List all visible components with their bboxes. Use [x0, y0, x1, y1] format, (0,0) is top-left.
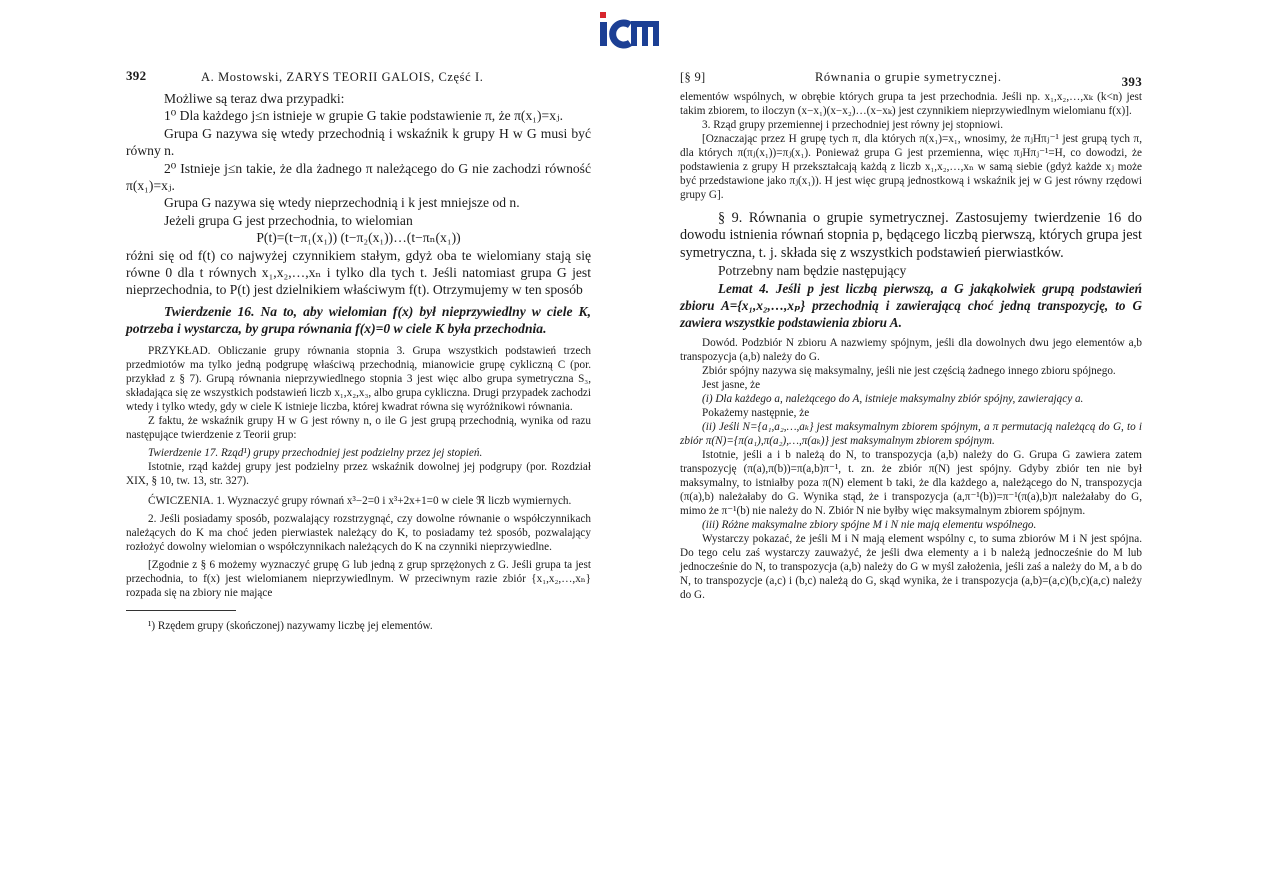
exercise-3: 3. Rząd grupy przemiennej i przechodniej jest równy jej stopniowi. — [702, 119, 1004, 131]
paragraph: Zbiór spójny nazywa się maksymalny, jeśli nie jest częścią żadnego innego zbioru spójnego. — [702, 364, 1116, 377]
paragraph: Jest jasne, że — [702, 378, 761, 391]
theorem-16: Twierdzenie 16. Na to, aby wielomian f(x) był nieprzywiedlny w ciele K, potrzeba i wystarcza, by grupa równania f(x)=0 w ciele K była przechodnia. — [126, 303, 591, 337]
paragraph: różni się od f(t) co najwyżej czynnikiem stałym, gdyż oba te wielomiany stają się równe 0 dla t równych x₁,x₂,…,xₙ i tylko dla tych t. Jeśli natomiast grupa G jest nieprzechodnia, to P(t) jest dzielnikiem właściwym f(t). Otrzymujemy w ten sposób — [126, 247, 591, 298]
section-mark: [§ 9] — [680, 70, 706, 84]
paragraph: 1⁰ Dla każdego j≤n istnieje w grupie G takie podstawienie π, że π(x₁)=xⱼ. — [164, 108, 563, 124]
right-page-number: 393 — [1121, 74, 1142, 89]
paragraph: Istotnie, rząd każdej grupy jest podzielny przez wskaźnik dowolnej jej podgrupy (por. Rozdział XIX, § 10, tw. 13, str. 327). — [126, 460, 591, 487]
right-running-head: Równania o grupie symetrycznej. — [815, 70, 1002, 84]
paragraph: 2. Jeśli posiadamy sposób, pozwalający rozstrzygnąć, czy dowolne równanie o współczynnikach należących do K ma choć jeden pierwiastek należący do K, to posiadamy też sposób, pozwalający rozłożyć dowolny wielomian o współczynnikach należących do K na czynniki nieprzywiedlne. — [126, 512, 591, 553]
paragraph: Grupa G nazywa się wtedy przechodnią i wskaźnik k grupy H w G musi być równy n. — [126, 125, 591, 159]
paragraph: Pokażemy następnie, że — [702, 406, 810, 419]
paragraph: 2⁰ Istnieje j≤n takie, że dla żadnego π należącego do G nie zachodzi równość π(x₁)=xⱼ. — [126, 160, 591, 194]
section-heading-paragraph: § 9. Równania o grupie symetrycznej. Zastosujemy twierdzenie 16 do dowodu istnienia równań stopnia p, będącego liczbą pierwszą, których grupa jest symetryczna, t. j. składa się z wszystkich podstawień pierwiastków. — [680, 210, 1142, 261]
claim-i: (i) Dla każdego a, należącego do A, istnieje maksymalny zbiór spójny, zawierający a. — [702, 392, 1084, 405]
paragraph: Grupa G nazywa się wtedy nieprzechodnią i k jest mniejsze od n. — [164, 195, 520, 211]
right-running-header — [680, 64, 1142, 90]
claim-iii: (iii) Różne maksymalne zbiory spójne M i N nie mają elementu wspólnego. — [702, 518, 1037, 531]
left-page — [126, 64, 591, 633]
paragraph: Możliwe są teraz dwa przypadki: — [164, 91, 345, 106]
paragraph: Z faktu, że wskaźnik grupy H w G jest równy n, o ile G jest grupą przechodnią, wynika od razu następujące twierdzenie z Teorii grup: — [126, 414, 591, 441]
claim-ii: (ii) Jeśli N={a₁,a₂,…,aₖ} jest maksymalnym zbiorem spójnym, a π permutacją należącą do G, to i zbiór π(N)={π(a₁),π(a₂),…,π(aₖ)} jest maksymalnym zbiorem spójnym. — [680, 420, 1142, 447]
proof-paragraph: Dowód. Podzbiór N zbioru A nazwiemy spójnym, jeśli dla dowolnych dwu jego elementów a,b transpozycja (a,b) należy do G. — [680, 336, 1142, 363]
theorem-17: Twierdzenie 17. Rząd¹) grupy przechodniej jest podzielny przez jej stopień. — [148, 446, 483, 459]
paragraph: Wystarczy pokazać, że jeśli M i N mają element wspólny c, to suma zbiorów M i N jest spójna. Do tego celu zaś wystarczy zauważyć, że jeśli dwa elementy a i b należą jednocześnie do M lub jednocześnie do N, to transpozycja (a,b) należy do G w myśl założenia, jeśli zaś a należy do M, a b do N, to transpozycje (a,c) i (b,c) należą do G, skąd wynika, że i transpozycja (a,b)=(a,c)(b,c)(a,c) należy do G. — [680, 532, 1142, 601]
footnote: ¹) Rzędem grupy (skończonej) nazywamy liczbę jej elementów. — [148, 619, 433, 632]
left-running-header — [126, 64, 591, 90]
example-paragraph: PRZYKŁAD. Obliczanie grupy równania stopnia 3. Grupa wszystkich podstawień trzech przedmiotów ma tylko jedną podgrupę właściwą przechodnią, mianowicie grupę cykliczną C (por. przykład z § 7). Grupą równania nieprzywiedlnego stopnia 3 jest więc albo grupa symetryczna S₃, składająca się ze wszystkich podstawień liczb x₁,x₂,x₃, albo grupa cykliczna. Drugi przypadek zachodzi wtedy i tylko wtedy, gdy w ciele K istnieje liczba, której kwadrat równa się wyróżnikowi równania. — [126, 344, 591, 413]
paragraph: elementów wspólnych, w obrębie których grupa ta jest przechodnia. Jeśli np. x₁,x₂,…,xₖ (k<n) jest takim zbiorem, to iloczyn (x−x₁)(x−x₂)…(x−xₖ) jest czynnikiem nieprzywiedlnym wielomianu f(x)]. — [680, 91, 1142, 117]
left-running-head: A. Mostowski, ZARYS TEORII GALOIS, Część I. — [201, 70, 484, 84]
paragraph: [Zgodnie z § 6 możemy wyznaczyć grupę G lub jedną z grup sprzężonych z G. Jeśli grupa ta jest przechodnia, to f(x) jest wielomianem nieprzywiedlnym. W przeciwnym razie zbiór {x₁,x₂,…,xₙ} rozpada się na zbiory nie mające — [126, 558, 591, 599]
paragraph: Potrzebny nam będzie następujący — [718, 263, 907, 279]
icm-logo — [598, 10, 664, 50]
left-page-number: 392 — [126, 68, 147, 83]
exercises-paragraph: ĆWICZENIA. 1. Wyznaczyć grupy równań x³−2=0 i x³+2x+1=0 w ciele ℜ liczb wymiernych. — [148, 494, 572, 507]
right-page — [680, 64, 1142, 602]
equation: P(t)=(t−π₁(x₁)) (t−π₂(x₁))…(t−πₙ(x₁)) — [256, 230, 461, 246]
paragraph: Istotnie, jeśli a i b należą do N, to transpozycja (a,b) należy do G. Grupa G zawiera zatem transpozycję (π(a),π(b))=π(a,b)π⁻¹, t. zn. że zbiór π(N) jest spójny. Gdyby zbiór ten nie był maksymalny, to istniałby poza π(N) element b taki, że dla każdego a, należącego do N, transpozycja (π(a),b) należałaby do G. Wynika stąd, że i transpozycja (a,π⁻¹(b))=π⁻¹(π(a),b)π należałaby do G, mimo że π⁻¹(b) nie należy do N. Zbiór N nie byłby więc maksymalnym zbiorem spójnym. — [680, 448, 1142, 517]
paragraph: [Oznaczając przez H grupę tych π, dla których π(x₁)=x₁, wnosimy, że πⱼHπⱼ⁻¹ jest grupą tych π, dla których π(πⱼ(x₁))=πⱼ(x₁). Ponieważ grupa G jest przemienna, więc πⱼHπⱼ⁻¹=H, co dowodzi, że podstawienia z grupy H przekształcają każdą z liczb x₁,x₂,…,xₙ w samą siebie (gdyż każde xⱼ może być przedstawione jako πⱼ(x₁)). H jest więc grupą jednostkową i wskaźnik jej w G jest równy rzędowi grupy G]. — [680, 133, 1142, 201]
footnote-rule — [126, 610, 236, 611]
paragraph: Jeżeli grupa G jest przechodnia, to wielomian — [164, 212, 413, 228]
lemma-4: Lemat 4. Jeśli p jest liczbą pierwszą, a G jakąkolwiek grupą podstawień zbioru A={x₁,x₂,…,xₚ} przechodnią i zawierającą choć jedną transpozycję, to G zawiera wszystkie podstawienia zbioru A. — [680, 280, 1142, 331]
